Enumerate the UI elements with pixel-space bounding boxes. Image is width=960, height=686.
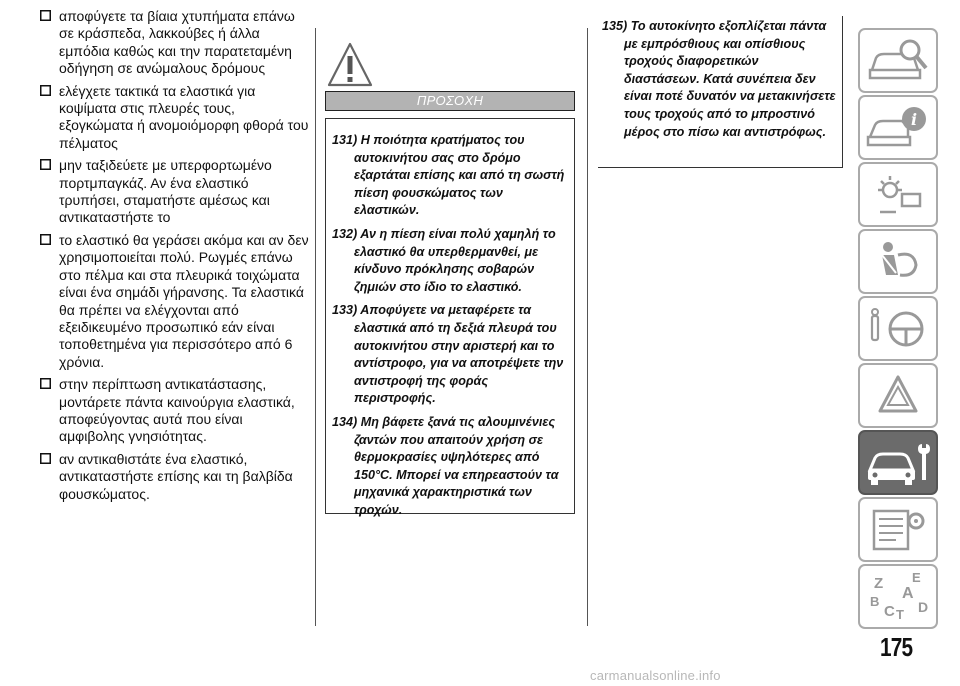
- list-item: [40, 232, 310, 371]
- car-wrench-icon: [860, 432, 936, 493]
- continued-warning-box: [598, 16, 843, 168]
- list-item: [40, 451, 310, 503]
- tab-warning-lights[interactable]: [858, 162, 938, 227]
- page-number: 175: [880, 632, 913, 662]
- list-item: [40, 8, 310, 78]
- bullet-text: ελέγχετε τακτικά τα ελαστικά για κοψίματα στις πλευρές τους, εξογκώματα ή ανομοιόμορφη φθορά του πέλματος: [59, 82, 309, 151]
- warning-triangle-icon: [327, 42, 373, 88]
- warning-title: ΠΡΟΣΟΧΗ: [325, 91, 575, 111]
- bullet-text: αν αντικαθιστάτε ένα ελαστικό, αντικαταστήστε επίσης και τη βαλβίδα φουσκώματος.: [59, 450, 293, 502]
- warning-lights-icon: [860, 164, 936, 225]
- checkbox-bullet-icon: [40, 10, 51, 21]
- car-info-icon: [860, 97, 936, 158]
- airbag-seatbelt-icon: [860, 231, 936, 292]
- tab-emergency[interactable]: [858, 363, 938, 428]
- list-item: [40, 83, 310, 153]
- tab-technical-data[interactable]: [858, 497, 938, 562]
- checkbox-bullet-icon: [40, 378, 51, 389]
- tab-maintenance[interactable]: [858, 430, 938, 495]
- column-divider: [587, 28, 588, 626]
- checkbox-bullet-icon: [40, 159, 51, 170]
- index-letter: C: [884, 603, 895, 620]
- bullet-text: το ελαστικό θα γεράσει ακόμα και αν δεν χρησιμοποιείται πολύ. Ρωγμές επάνω στο πέλμα και στα πλευρικά τοιχώματα είναι ένα σημάδι γήρανσης. Τα ελαστικά θα πρέπει να ελέγχονται από εξειδικευμένο προσωπικό εάν είναι τοποθετημένα για περισσότερο από 6 χρόνια.: [59, 231, 309, 370]
- checkbox-bullet-icon: [40, 453, 51, 464]
- warning-note: 135) Το αυτοκίνητο εξοπλίζεται πάντα με εμπρόσθιους και οπίσθιους τροχούς διαφορετικών διαστάσεων. Κατά συνέπεια δεν είναι ποτέ δυνατόν να μετακινήσετε τους τροχούς από το μπροστινό μέρος στο πίσω και αντιστρόφως.: [602, 19, 836, 139]
- bullet-list: [40, 8, 310, 508]
- warning-note: 134) Μη βάφετε ξανά τις αλουμινένιες ζαντών που απαιτούν χρήση σε θερμοκρασίες υψηλότερες από 150°C. Μπορεί να επηρεαστούν τα μηχανικά χαρακτηριστικά των τροχών.: [332, 414, 559, 517]
- tab-car-knowledge[interactable]: [858, 28, 938, 93]
- index-letter: T: [896, 607, 904, 622]
- index-letter: A: [902, 585, 914, 602]
- breakdown-warning-icon: [860, 365, 936, 426]
- car-magnifier-icon: [860, 30, 936, 91]
- list-item: [40, 157, 310, 227]
- svg-text:i: i: [910, 110, 918, 129]
- list-item: [40, 376, 310, 446]
- warning-note: 133) Αποφύγετε να μεταφέρετε τα ελαστικά από τη δεξιά πλευρά του αυτοκινήτου στην αριστερή και το αντίστροφο, για να αποτρέψετε την αντιστροφή της φοράς περιστροφής.: [332, 303, 564, 406]
- warning-box: [325, 118, 575, 517]
- index-letter: E: [912, 570, 921, 585]
- checkbox-bullet-icon: [40, 234, 51, 245]
- tab-index[interactable]: [858, 564, 938, 629]
- alphabetical-index-icon: [860, 566, 936, 627]
- index-letter: D: [918, 599, 929, 615]
- column-divider: [315, 28, 316, 626]
- bullet-text: αποφύγετε τα βίαια χτυπήματα επάνω σε κράσπεδα, λακκούβες ή άλλα εμπόδια καθώς και την παρατεταμένη οδήγηση σε ανώμαλους δρόμους: [59, 8, 295, 77]
- index-letter: Z: [874, 575, 884, 592]
- technical-data-icon: [860, 499, 936, 560]
- watermark: carmanualsonline.info: [590, 668, 721, 683]
- tab-safety[interactable]: [858, 229, 938, 294]
- index-letter: B: [870, 594, 880, 609]
- warning-note: 131) Η ποιότητα κρατήματος του αυτοκινήτου σας στο δρόμο εξαρτάται επίσης και από τη σωστή πίεση φουσκώματος των ελαστικών.: [332, 133, 565, 218]
- steering-wheel-icon: [860, 298, 936, 359]
- bullet-text: στην περίπτωση αντικατάστασης, μοντάρετε πάντα καινούργια ελαστικά, αποφεύγοντας αυτά που είναι αμφιβολης γνησιότητας.: [59, 376, 295, 445]
- checkbox-bullet-icon: [40, 85, 51, 96]
- bullet-text: μην ταξιδεύετε με υπερφορτωμένο πορτμπαγκάζ. Αν ένα ελαστικό τρυπήσει, σταματήστε αμέσως και αντικαταστήστε το: [59, 157, 272, 226]
- tab-starting-driving[interactable]: [858, 296, 938, 361]
- warning-note: 132) Αν η πίεση είναι πολύ χαμηλή το ελαστικό θα υπερθερμανθεί, με κίνδυνο πρόκλησης σοβαρών ζημιών στο ίδιο το ελαστικό.: [332, 226, 556, 294]
- tab-dashboard-info[interactable]: [858, 95, 938, 160]
